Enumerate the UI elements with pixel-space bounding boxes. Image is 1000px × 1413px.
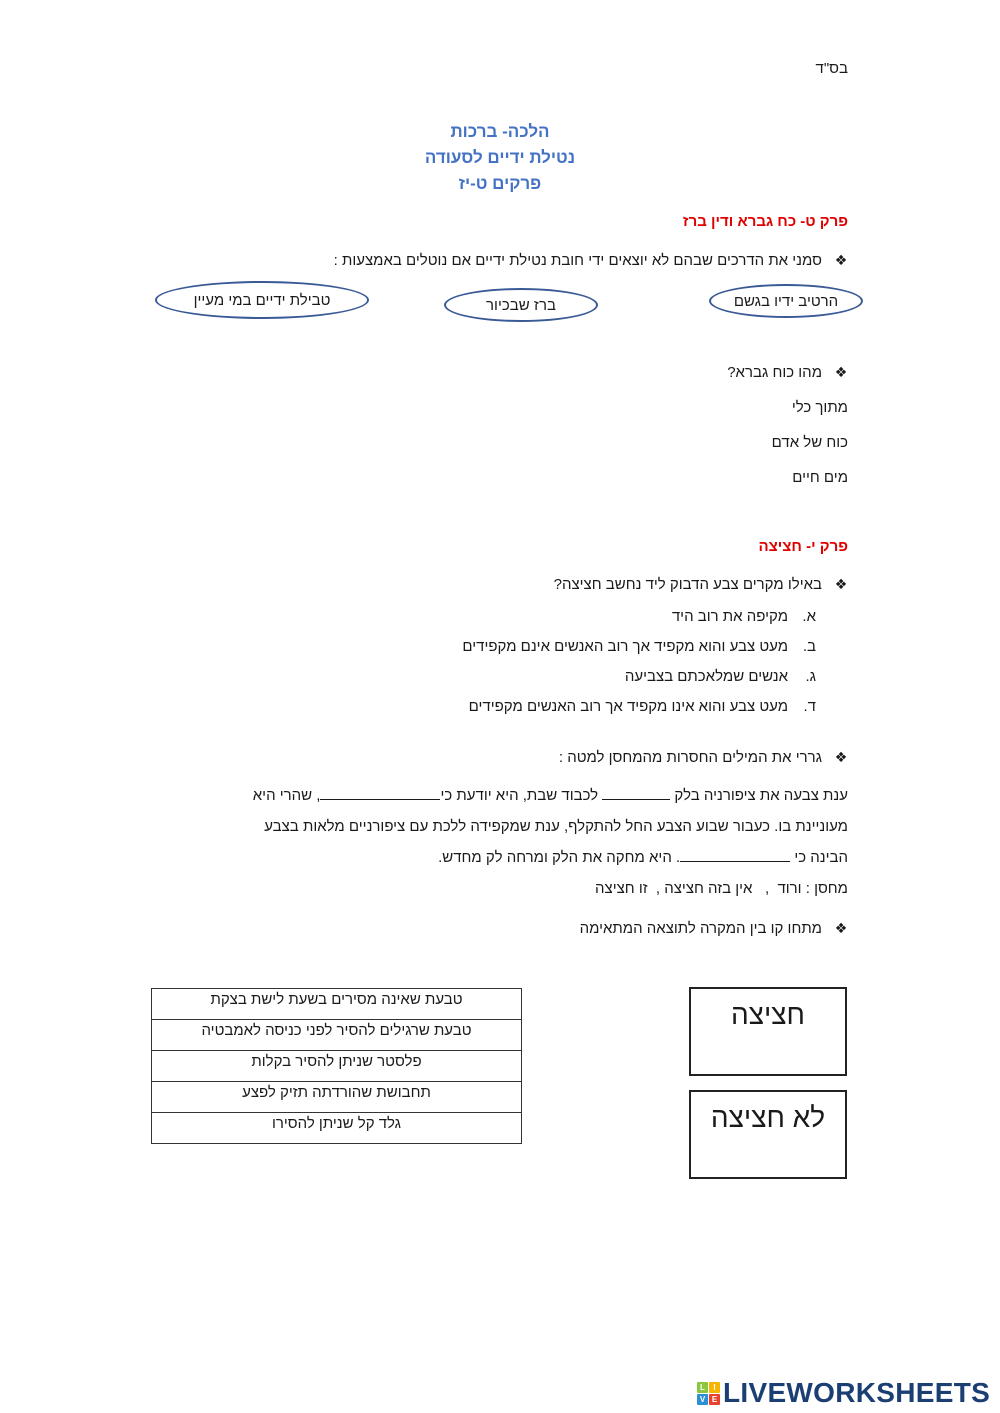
option-label: טבילת ידיים במי מעיין [193,291,331,309]
list-item[interactable] [462,631,816,661]
result-label: חציצה [731,999,805,1030]
answer-option-3[interactable]: מים חיים [792,469,848,486]
option-oval-spring[interactable] [155,281,369,319]
logo-block-e: E [709,1394,720,1405]
paint-options-list [462,601,816,721]
result-box-no-interposition[interactable] [689,1090,847,1179]
question-text: סמני את הדרכים שבהם לא יוצאים ידי חובת נטילת ידיים אם נוטלים באמצעות : [333,252,822,269]
case-cell[interactable]: גלד קל שניתן להסירו [152,1113,522,1144]
logo-block-i: I [709,1382,720,1393]
question-mark-methods [334,252,848,269]
title-line-3: פרקים ט-יז [458,174,542,193]
text-segment: , שהרי היא [252,787,321,804]
title-line-2: נטילת ידיים לסעודה [424,148,576,167]
diamond-bullet-icon: ❖ [834,920,848,936]
logo-text: LIVEWORKSHEETS [723,1377,991,1408]
case-cell[interactable]: פלסטר שניתן להסיר בקלות [152,1051,522,1082]
question-paint-interposition [554,576,848,593]
paragraph-line-1 [158,780,848,811]
list-item[interactable] [462,691,816,721]
live-blocks-icon [697,1382,720,1405]
option-label: ברז שבכיור [486,296,556,314]
text-segment: לכבוד שבת, היא יודעת כי [440,787,603,804]
option-oval-faucet[interactable] [444,288,598,322]
list-letter: א. [802,607,816,625]
question-text: מתחו קו בין המקרה לתוצאה המתאימה [579,920,822,937]
logo-block-v: V [697,1394,708,1405]
answer-option-1[interactable]: מתוך כלי [791,399,848,416]
case-cell[interactable]: טבעת שאינה מסירים בשעת לישת בצקת [152,989,522,1020]
answer-option-2[interactable]: כוח של אדם [771,434,848,451]
list-text: אנשים שמלאכתם בצביעה [624,667,788,685]
option-oval-rain[interactable] [709,284,863,318]
case-cell[interactable]: תחבושת שהורדתה תזיק לפצע [152,1082,522,1113]
liveworksheets-logo[interactable] [697,1377,990,1409]
word-bank[interactable]: מחסן : ורוד , אין בזה חציצה , זו חציצה [595,880,848,897]
question-text: גררי את המילים החסרות מהמחסן למטה : [558,749,822,766]
diamond-bullet-icon: ❖ [834,749,848,765]
title-line-1: הלכה- ברכות [450,122,550,141]
question-text: באילו מקרים צבע הדבוק ליד נחשב חציצה? [553,576,822,593]
list-item[interactable] [462,661,816,691]
question-koach-gavra [727,364,848,381]
result-label: לא חציצה [710,1102,826,1133]
list-letter: ג. [805,667,816,685]
bsd-header: בס"ד [815,60,848,77]
text-segment: . היא מחקה את הלק ומרחה לק מחדש. [438,849,681,866]
question-drag-words [559,749,848,766]
case-cell[interactable]: טבעת שרגילים להסיר לפני כניסה לאמבטיה [152,1020,522,1051]
list-letter: ד. [803,697,816,715]
paragraph-line-3 [158,842,848,873]
option-label: הרטיב ידיו בגשם [733,292,839,310]
logo-block-l: L [697,1382,708,1393]
drop-blank-1[interactable] [602,785,670,800]
drop-blank-2[interactable] [320,785,440,800]
list-item[interactable] [462,601,816,631]
list-letter: ב. [802,637,816,655]
text-segment: ענת צבעה את ציפורניה בלק [670,787,848,804]
section-heading-chapter-10: פרק י- חציצה [758,538,848,555]
diamond-bullet-icon: ❖ [834,252,848,268]
list-text: מקיפה את רוב היד [671,607,788,625]
text-segment: הבינה כי [790,849,848,866]
question-text: מהו כוח גברא? [727,364,822,381]
list-text: מעט צבע והוא מקפיד אך רוב האנשים אינם מקפידים [462,637,788,655]
section-heading-chapter-9: פרק ט- כח גברא ודין ברז [682,213,848,230]
cases-table [151,988,522,1144]
drop-blank-3[interactable] [680,847,790,862]
diamond-bullet-icon: ❖ [834,364,848,380]
question-match-lines [580,920,848,937]
diamond-bullet-icon: ❖ [834,576,848,592]
list-text: מעט צבע והוא אינו מקפיד אך רוב האנשים מקפידים [468,697,788,715]
result-box-interposition[interactable] [689,987,847,1076]
fill-in-paragraph [158,780,848,904]
paragraph-line-2: מעוניינת בו. כעבור שבוע הצבע החל להתקלף, ענת שמקפידה ללכת עם ציפורניים מלאות בצבע [264,818,848,835]
